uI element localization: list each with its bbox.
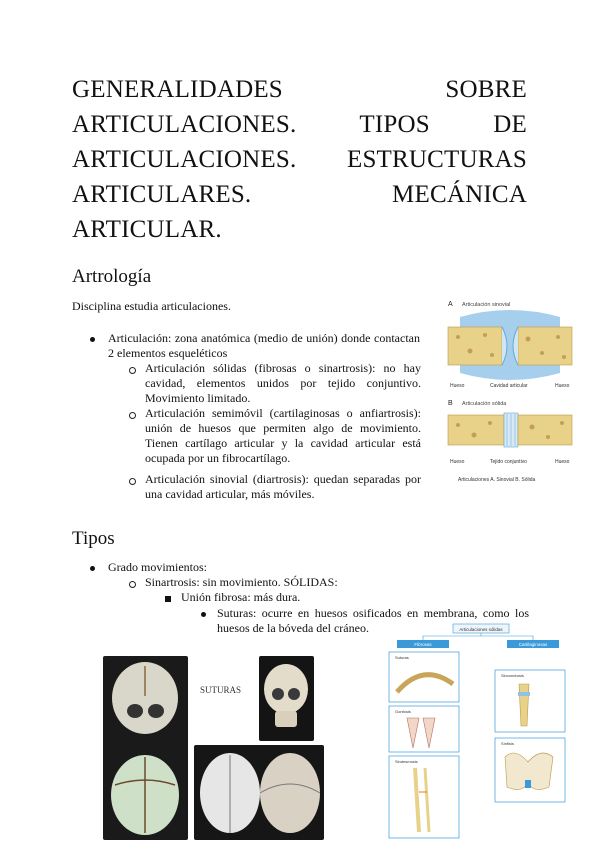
caption-b: Articulación sólida <box>462 401 507 407</box>
title-line: ARTICULARES. MECÁNICA <box>72 181 527 208</box>
bullet-dot <box>90 566 95 571</box>
bullet-dot <box>90 337 95 342</box>
title-line: ARTICULACIONES. TIPOS DE <box>72 111 527 138</box>
skull-photo-adult-top <box>194 745 324 840</box>
diagram-r2: Sínfisis <box>501 741 514 746</box>
label-hueso: Hueso <box>450 383 465 389</box>
diagram-l3: Sindesmosis <box>395 759 418 764</box>
joint-diagram-svg <box>440 295 580 490</box>
list-item: Sinartrosis: sin movimiento. SÓLIDAS: <box>145 575 338 589</box>
bullet-circle <box>129 367 136 374</box>
joint-figure <box>440 295 580 490</box>
diagram-r1: Sincondrosis <box>501 673 524 678</box>
skull-photo-infant-front <box>103 656 188 749</box>
bullet-square <box>165 596 171 602</box>
list-item: Articulación sólidas (fibrosas o sinartrosis): no hay cavidad, elementos unidos por tejido conjuntivo. Movimiento limitado. <box>145 361 421 405</box>
diagram-l2: Gonfosis <box>395 709 411 714</box>
label-hueso: Hueso <box>555 459 570 465</box>
skull-photo-infant-top <box>103 745 188 840</box>
label-cavidad: Cavidad articular <box>490 383 528 389</box>
diagram-right: Cartilaginosas <box>518 642 548 647</box>
list-item: Articulación semimóvil (cartilaginosas o anfiartrosis): unión de huesos que permiten algo de movimiento. Tienen cartílago articular y la cavidad articular está ocupada por un fibrocartílago. <box>145 406 421 465</box>
label-b: B <box>448 400 453 407</box>
label-a: A <box>448 301 453 308</box>
skull-illustration <box>259 656 314 741</box>
figure-footer: Articulaciones A. Sinovial B. Sólida <box>458 477 536 483</box>
title-line: GENERALIDADES SOBRE <box>72 76 527 103</box>
list-item: Suturas: ocurre en huesos osificados en membrana, como los huesos de la bóveda del cráneo. <box>217 606 529 635</box>
list-item: Unión fibrosa: más dura. <box>181 590 301 604</box>
bullet-circle <box>129 478 136 485</box>
bullet-dot <box>201 612 206 617</box>
list-item: Articulación: zona anatómica (medio de unión) donde contactan 2 elementos esqueléticos <box>108 331 420 360</box>
caption-a: Articulación sinovial <box>462 302 511 308</box>
section-heading-tipos: Tipos <box>72 528 115 549</box>
section-heading-artrologia: Artrología <box>72 266 152 287</box>
intro-text: Disciplina estudia articulaciones. <box>72 299 231 313</box>
classification-diagram <box>383 622 575 840</box>
list-item: Grado movimientos: <box>108 560 207 574</box>
skull-illustration <box>103 656 188 749</box>
classification-svg <box>383 622 575 840</box>
title-line: ARTICULACIONES. ESTRUCTURAS <box>72 146 527 173</box>
diagram-left: Fibrosas <box>414 642 432 647</box>
diagram-l1: Suturas <box>395 655 409 660</box>
label-hueso: Hueso <box>450 459 465 465</box>
bullet-circle <box>129 412 136 419</box>
photo-label: SUTURAS <box>200 685 242 695</box>
label-tejido: Tejido conjuntivo <box>490 459 527 465</box>
bullet-circle <box>129 581 136 588</box>
skull-photo-adult-front <box>259 656 314 741</box>
skull-illustration <box>194 745 324 840</box>
diagram-root: Articulaciones sólidas <box>459 627 503 632</box>
title-line: ARTICULAR. <box>72 216 222 243</box>
document-title <box>72 72 527 247</box>
skull-illustration <box>103 745 188 840</box>
label-hueso: Hueso <box>555 383 570 389</box>
list-item: Articulación sinovial (diartrosis): quedan separadas por una cavidad articular, más móviles. <box>145 472 421 501</box>
